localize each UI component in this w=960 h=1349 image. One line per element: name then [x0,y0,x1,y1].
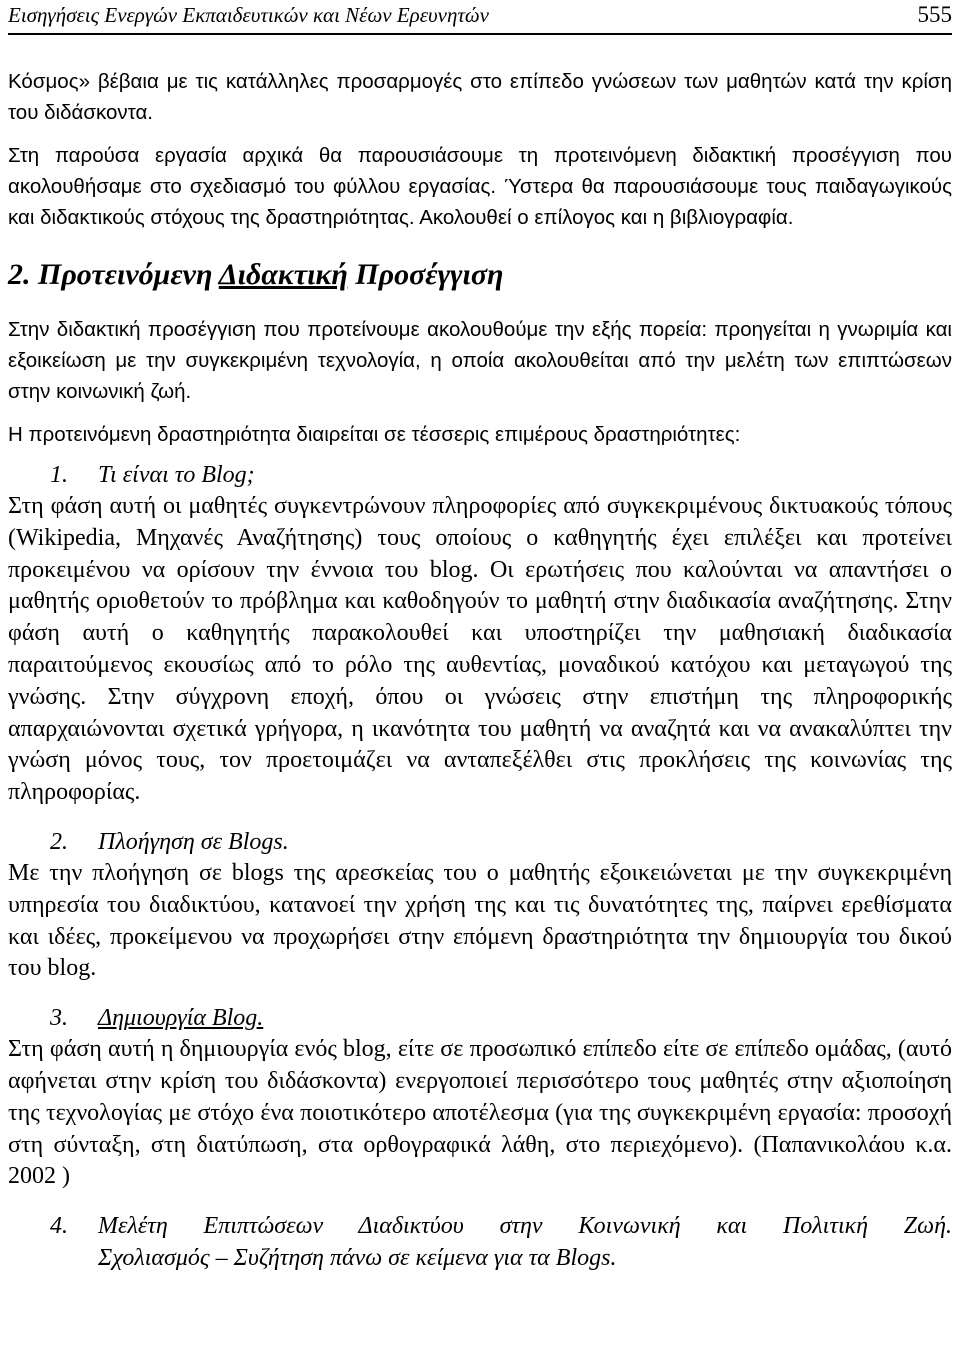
item-3-body: Στη φάση αυτή η δημιουργία ενός blog, είτε σε προσωπικό επίπεδο είτε σε επίπεδο ομάδας, (αυτό αφήνεται στην κρίση του διδάσκοντα) ενεργοποιεί περισσότερο τους μαθητές στην αξιοποίηση της τεχνολογίας με στόχο ένα ποιοτικότερο αποτέλεσμα (για της συγκεκριμένη εργασία: προσοχή στη σύνταξη, στη διατύπωση, στα ορθογραφικά λάθη, στο περιεχόμενο). (Παπανικολάου κ.α. 2002 ) [8,1036,952,1190]
item-3-title [8,1003,952,1034]
item-4-title [8,1211,952,1274]
item-title-text: Δημιουργία Blog. [98,1005,264,1032]
intro-paragraph-2: Στη παρούσα εργασία αρχικά θα παρουσιάσουμε τη προτεινόμενη διδακτική προσέγγιση που ακολουθήσαμε στο σχεδιασμό του φύλλου εργασίας. Ύστερα θα παρουσιάσουμε τους παιδαγωγικούς και διδακτικούς στόχους της δραστηριότητας. Ακολουθεί ο επίλογος και η βιβλιογραφία. [8,144,952,229]
intro-paragraph-1: Κόσμος» βέβαια με τις κατάλληλες προσαρμογές στο επίπεδο γνώσεων των μαθητών κατά την κρίση του διδάσκοντα. [8,70,952,124]
section-paragraph-1: Στην διδακτική προσέγγιση που προτείνουμε ακολουθούμε την εξής πορεία: προηγείται η γνωριμία και εξοικείωση με την συγκεκριμένη τεχνολογία, η οποία ακολουθείται από την μελέτη των επιπτώσεων στην κοινωνική ζωή. [8,318,952,403]
section-title-part3: Προσέγγιση [347,258,504,291]
item-1-body: Στη φάση αυτή οι μαθητές συγκεντρώνουν πληροφορίες από συγκεκριμένους δικτυακούς τόπους (Wikipedia, Μηχανές Αναζήτησης) τους οποίους ο καθηγητής έχει επιλέξει και προτείνει προκειμένου να ορίσουν την έννοια του blog. Οι ερωτήσεις που καλούνται να απαντήσει ο μαθητής οριοθετούν το πρόβλημα και καθοδηγούν το μαθητή στην διαδικασία αναζήτησης. Στην φάση αυτή ο καθηγητής παρακολουθεί και υποστηρίζει την μαθησιακή διαδικασία παραιτούμενος εκουσίως από το ρόλο της αυθεντίας, μοναδικού κατόχου και μεταγωγού της γνώσης. Στην σύγχρονη εποχή, όπου οι γνώσεις στην επιστήμη της πληροφορικής απαρχαιώνονται σχετικά γρήγορα, η ικανότητα του μαθητή να αναζητά και να ανακαλύπτει την γνώση μόνος τους, τον προετοιμάζει να ανταπεξέλθει στις προκλήσεις της κοινωνίας της πληροφορίας. [8,493,952,806]
section-paragraph-2: Η προτεινόμενη δραστηριότητα διαιρείται σε τέσσερις επιμέρους δραστηριότητες: [8,423,741,446]
item-title-text: Πλοήγηση σε Blogs. [98,828,289,855]
running-title: Εισηγήσεις Ενεργών Εκπαιδευτικών και Νέων Ερευνητών [8,3,489,27]
section-number: 2. [8,258,31,291]
item-number: 1. [50,462,68,488]
item-1-title [8,460,952,491]
section-title-part1: Προτεινόμενη [38,258,219,291]
item-number: 3. [50,1005,68,1032]
page-number: 555 [917,2,952,27]
section-title-part2: Διδακτική [218,258,348,291]
item-number: 2. [50,828,68,855]
page-header [8,0,952,35]
item-number: 4. [50,1213,68,1240]
item-2-title [8,827,952,858]
item-title-line-2: Σχολιασμός – Συζήτηση πάνω σε κείμενα για τα Blogs. [98,1244,617,1271]
item-2-body: Με την πλοήγηση σε blogs της αρεσκείας του ο μαθητής εξοικειώνεται με την συγκεκριμένη υπηρεσία του διαδικτύου, κατανοεί την χρήση της και τις δυνατότητες της, παίρνει ερεθίσματα και ιδέες, προκείμενου να προχωρήσει στην επόμενη δραστηριότητα την δημιουργία του δικού του blog. [8,859,952,982]
item-title-line-1: Μελέτη Επιπτώσεων Διαδικτύου στην Κοινωνική και Πολιτική Ζωή. [98,1213,952,1240]
item-title-text: Τι είναι το Blog; [98,462,255,488]
section-heading [8,258,952,292]
